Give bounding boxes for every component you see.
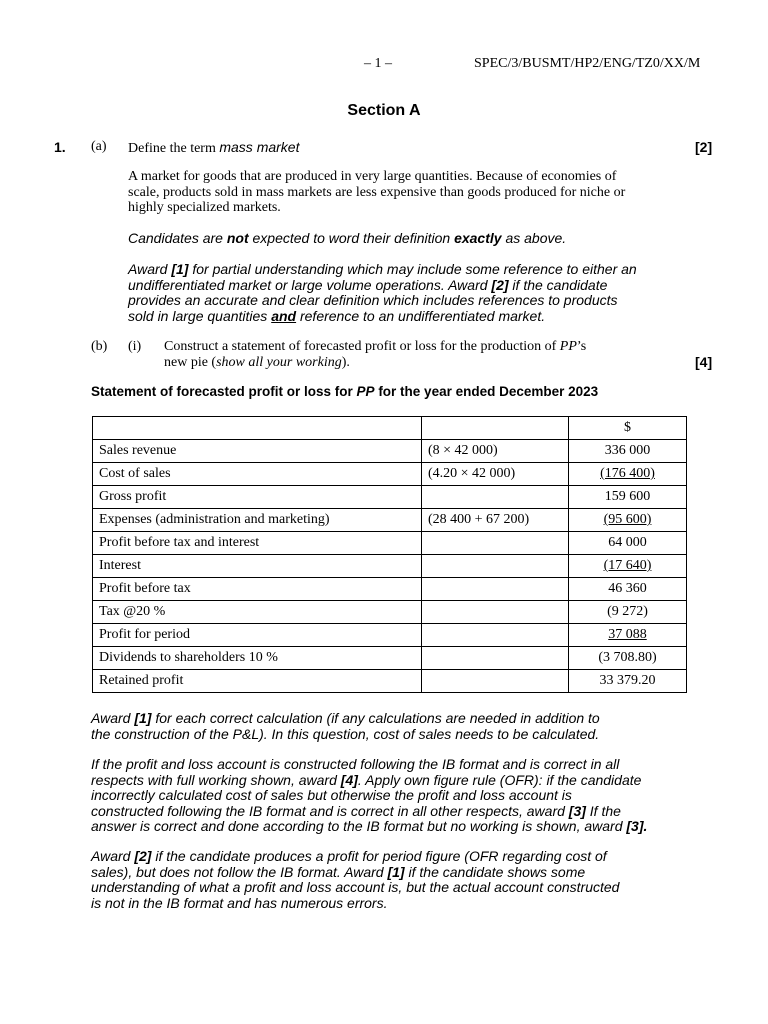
row-label: Sales revenue [93,440,422,463]
examiner-note-wording: Candidates are not expected to word their definition exactly as above. [128,230,567,246]
examiner-note-award: Award [1] for partial understanding which may include some reference to either an undifferentiated market or large volume operations. Award [2] if the candidate provides an accurate and clear definition which includes references to products sold in large quantities and reference to an undifferentiated market. [128,261,637,324]
row-amount-cell [569,670,687,693]
row-amount: (95 600) [603,512,652,527]
row-amount-cell [569,509,687,532]
statement-title: Statement of forecasted profit or loss for PP for the year ended December 2023 [91,384,599,399]
row-working [422,624,569,647]
part-b-marks: [4] [695,354,713,370]
part-a-term: mass market [219,139,300,155]
table-header-row [93,417,687,440]
table-row [93,601,687,624]
row-working [422,578,569,601]
table-row [93,647,687,670]
row-working [422,647,569,670]
part-b-label: (b) [91,339,108,354]
row-amount: (17 640) [603,558,652,573]
table-row [93,555,687,578]
table-row [93,509,687,532]
row-amount: 37 088 [608,627,647,642]
row-working: (4.20 × 42 000) [422,463,569,486]
markscheme-note-format: If the profit and loss account is constructed following the IB format and is correct in all respects with full working shown, award [4]. Apply own figure rule (OFR): if the candidate incorrectly calculated cost of sales but otherwise the profit and loss account is constructed following the IB format and is correct in all other respects, award [3] If the answer is correct and done according to the IB format but no working is shown, award [3]. [91,756,648,834]
row-working [422,555,569,578]
row-amount: 33 379.20 [599,673,656,688]
row-working: (28 400 + 67 200) [422,509,569,532]
part-b-i-label: (i) [128,339,142,354]
row-label: Dividends to shareholders 10 % [93,647,422,670]
row-amount-cell [569,647,687,670]
row-label: Tax @20 % [93,601,422,624]
row-label: Profit before tax [93,578,422,601]
row-amount-cell [569,440,687,463]
row-amount: 64 000 [608,535,647,550]
profit-loss-table [92,416,687,693]
row-amount: (9 272) [607,604,648,619]
row-amount-cell [569,532,687,555]
row-amount: 336 000 [604,443,651,458]
definition-line: highly specialized markets. [128,200,281,215]
table-row [93,463,687,486]
table-row [93,624,687,647]
row-working [422,670,569,693]
row-working [422,532,569,555]
markscheme-note-calculation: Award [1] for each correct calculation (if any calculations are needed in addition to the construction of the P&L). In this question, cost of sales needs to be calculated. [91,710,600,742]
part-a-label: (a) [91,139,107,154]
row-label: Cost of sales [93,463,422,486]
row-amount-cell [569,578,687,601]
row-amount: 159 600 [604,489,651,504]
row-amount-cell [569,555,687,578]
row-amount-cell [569,601,687,624]
row-amount: (176 400) [600,466,655,481]
table-row [93,670,687,693]
table-row [93,532,687,555]
document-code: SPEC/3/BUSMT/HP2/ENG/TZ0/XX/M [474,56,701,71]
row-label: Profit before tax and interest [93,532,422,555]
definition-line: A market for goods that are produced in very large quantities. Because of economies of [128,169,617,184]
currency-header: $ [569,417,687,440]
row-label: Profit for period [93,624,422,647]
row-amount-cell [569,463,687,486]
row-working [422,486,569,509]
row-amount: 46 360 [608,581,647,596]
part-b-prompt: Construct a statement of forecasted profit or loss for the production of PP’s new pie (show all your working). [164,339,587,370]
row-label: Gross profit [93,486,422,509]
row-label: Interest [93,555,422,578]
row-working: (8 × 42 000) [422,440,569,463]
section-title: Section A [347,102,421,119]
question-number: 1. [54,139,66,155]
part-a-prompt: Define the term mass market [128,139,300,156]
row-amount-cell [569,624,687,647]
definition-answer [128,169,668,216]
table-row [93,486,687,509]
page-number: – 1 – [364,56,392,71]
row-label: Expenses (administration and marketing) [93,509,422,532]
row-amount: (3 708.80) [598,650,657,665]
row-label: Retained profit [93,670,422,693]
table-row [93,440,687,463]
row-working [422,601,569,624]
table-row [93,578,687,601]
markscheme-note-partial: Award [2] if the candidate produces a profit for period figure (OFR regarding cost of sales), but does not follow the IB format. Award [1] if the candidate shows some understanding of what a profit and loss account is, but the actual account constructed is not in the IB format and has numerous errors. [91,848,620,911]
part-a-marks: [2] [695,139,713,155]
row-amount-cell [569,486,687,509]
definition-line: scale, products sold in mass markets are less expensive than goods produced for niche or [128,184,626,200]
